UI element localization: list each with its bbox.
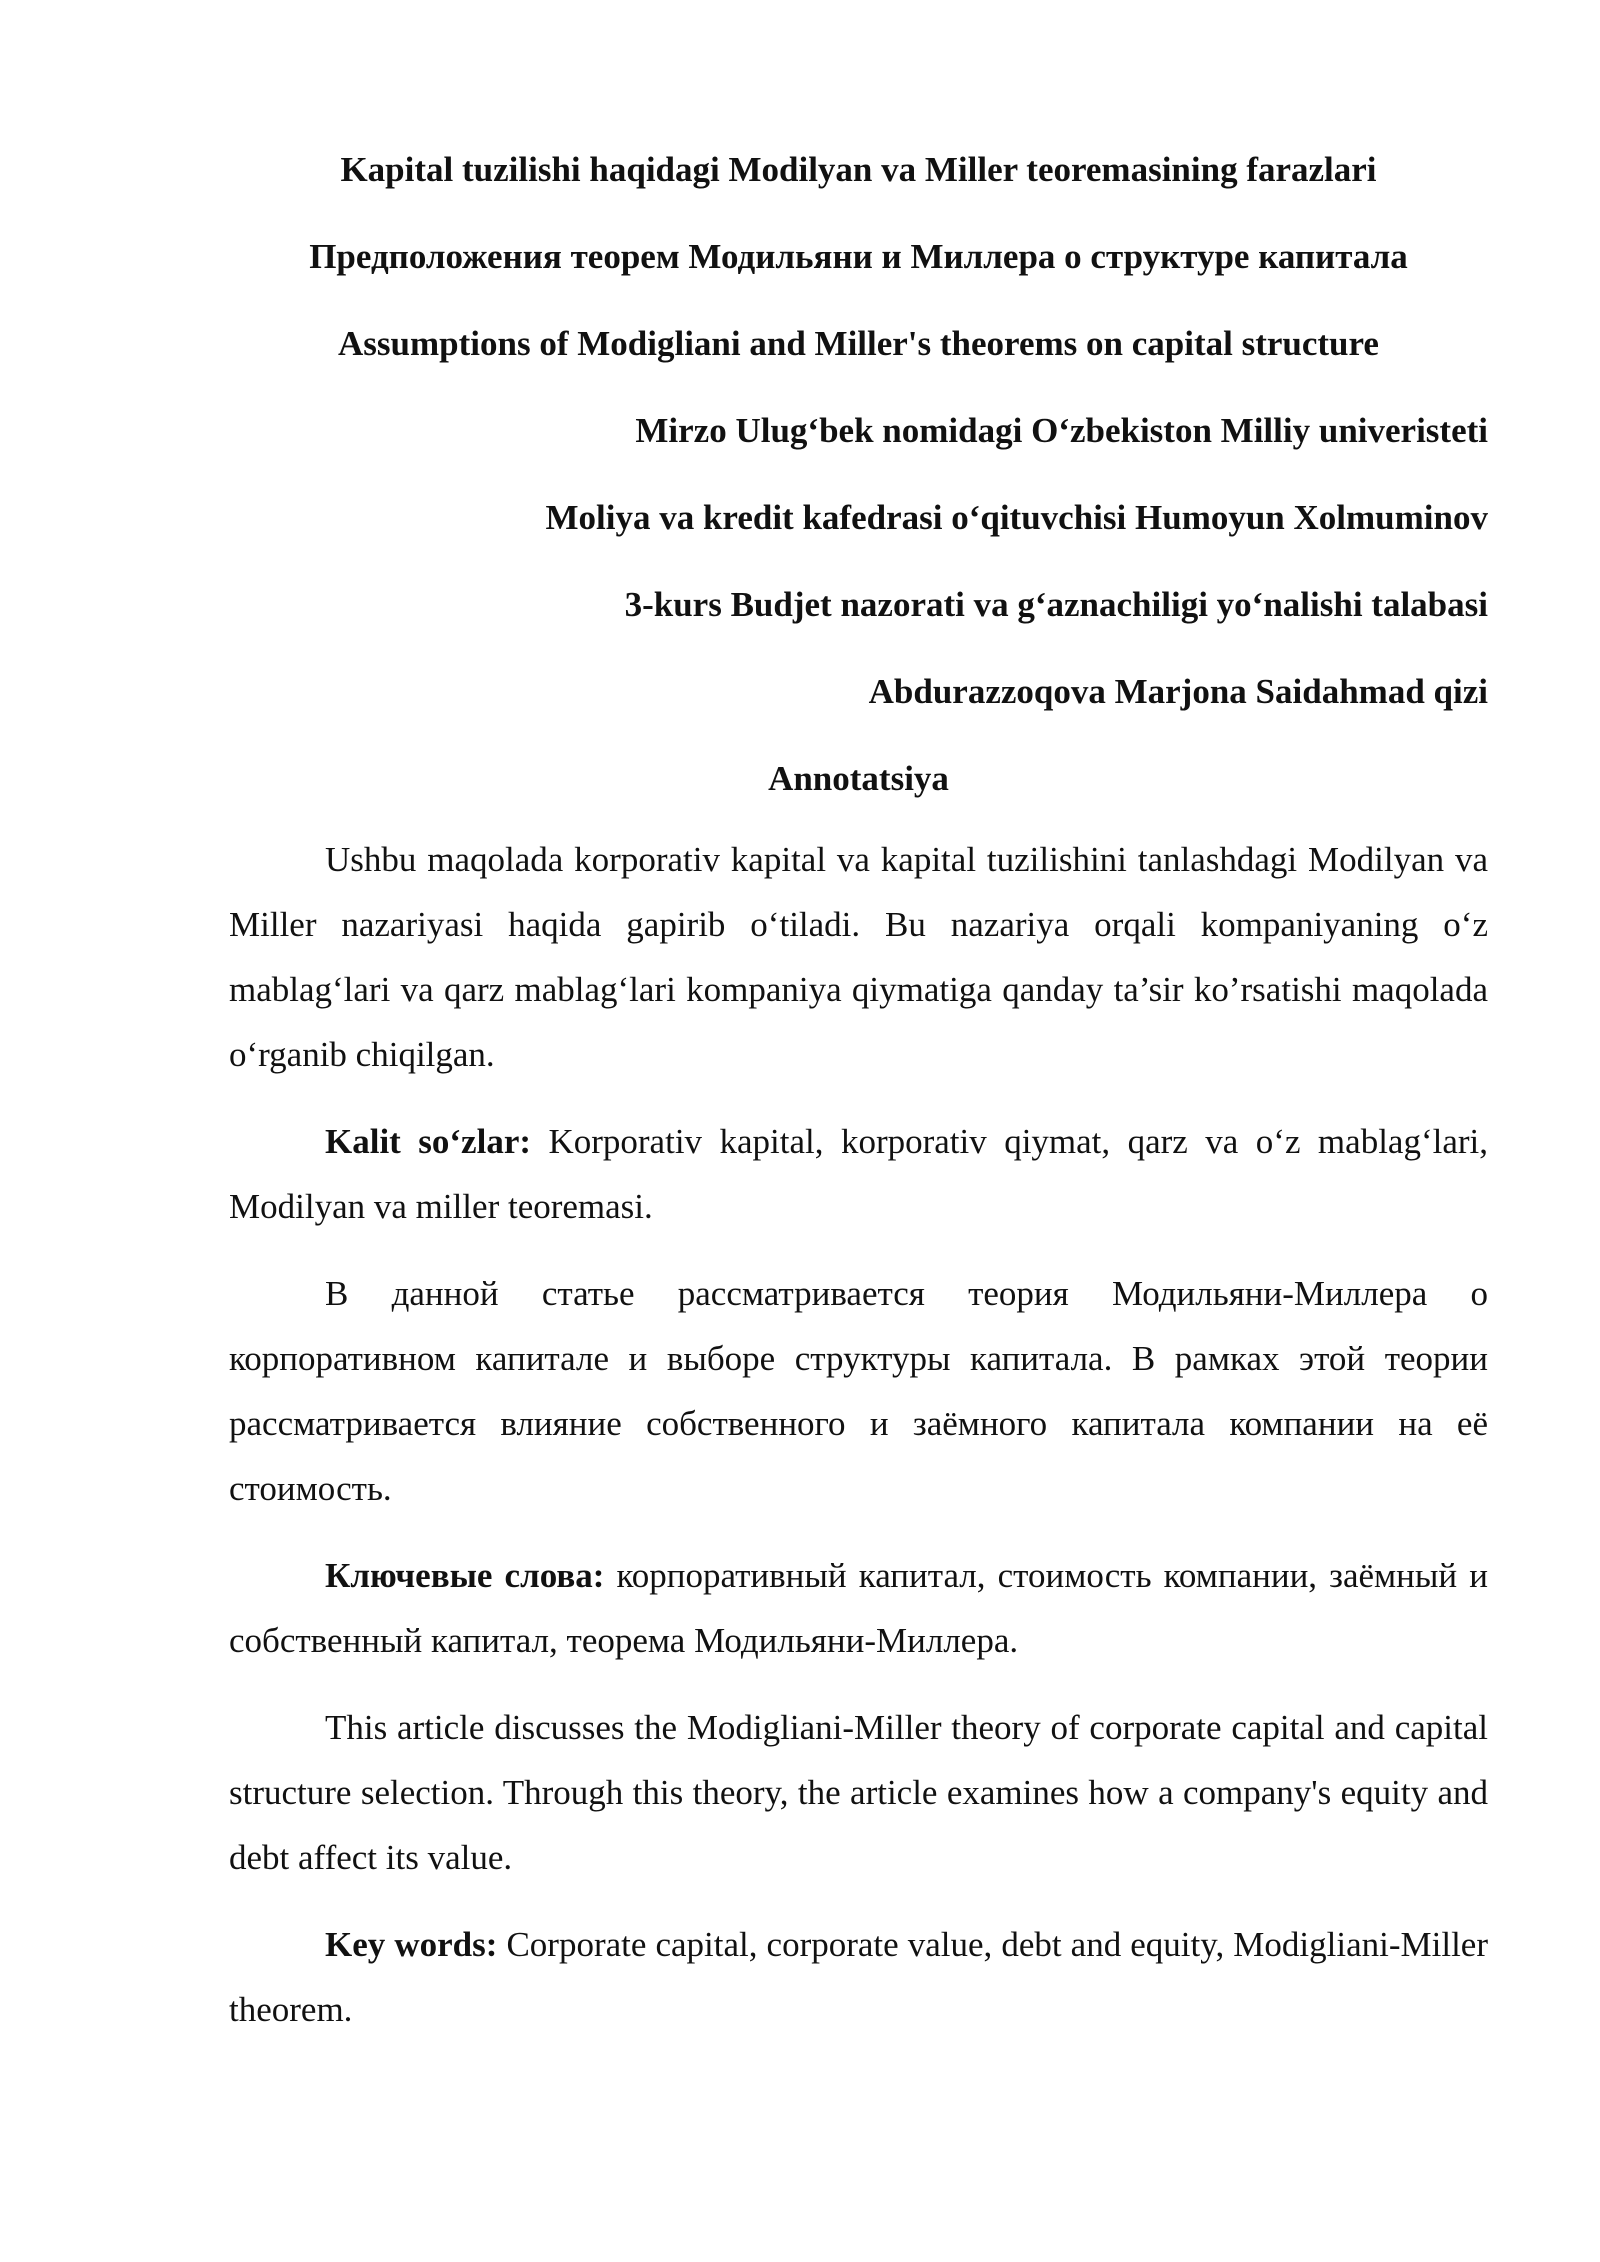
title-uzbek: Kapital tuzilishi haqidagi Modilyan va Miller teoremasining farazlari [340,150,1377,189]
author-teacher: Moliya va kredit kafedrasi o‘qituvchisi Humoyun Xolmuminov [545,498,1488,537]
keywords-english-label: Key words: [325,1925,498,1964]
annotation-heading: Annotatsiya [768,759,949,798]
abstract-uzbek: Ushbu maqolada korporativ kapital va kapital tuzilishini tanlashdagi Modilyan va Miller nazariyasi haqida gapirib o‘tiladi. Bu nazariya orqali kompaniyaning o‘z mablag‘lari va qarz mablag‘lari kompaniya qiymatiga qanday ta’sir ko’rsatishi maqolada o‘rganib chiqilgan. [229,840,1488,1074]
author-university: Mirzo Ulug‘bek nomidagi O‘zbekiston Milliy univeristeti [635,411,1488,450]
keywords-english-text: Corporate capital, corporate value, debt and equity, Modigliani-Miller theorem. [229,1925,1488,2029]
title-english: Assumptions of Modigliani and Miller's theorems on capital structure [338,324,1379,363]
keywords-russian-label: Ключевые слова: [325,1556,605,1595]
keywords-russian-text: корпоративный капитал, стоимость компании, заёмный и собственный капитал, теорема Модильяни-Миллера. [229,1556,1488,1660]
abstract-russian: В данной статье рассматривается теория Модильяни-Миллера о корпоративном капитале и выборе структуры капитала. В рамках этой теории рассматривается влияние собственного и заёмного капитала компании на её стоимость. [229,1274,1488,1508]
abstract-english: This article discusses the Modigliani-Miller theory of corporate capital and capital structure selection. Through this theory, the article examines how a company's equity and debt affect its value. [229,1708,1488,1877]
keywords-english [229,1912,1488,2042]
keywords-russian [229,1543,1488,1673]
author-student-role: 3-kurs Budjet nazorati va gʻaznachiligi yo‘nalishi talabasi [624,585,1488,624]
title-russian: Предположения теорем Модильяни и Миллера о структуре капитала [309,237,1408,276]
keywords-uzbek-text: Korporativ kapital, korporativ qiymat, qarz va o‘z mablag‘lari, Modilyan va miller teoremasi. [229,1122,1488,1226]
author-student-name: Abdurazzoqova Marjona Saidahmad qizi [868,672,1488,711]
keywords-uzbek [229,1109,1488,1239]
keywords-uzbek-label: Kalit so‘zlar: [325,1122,532,1161]
